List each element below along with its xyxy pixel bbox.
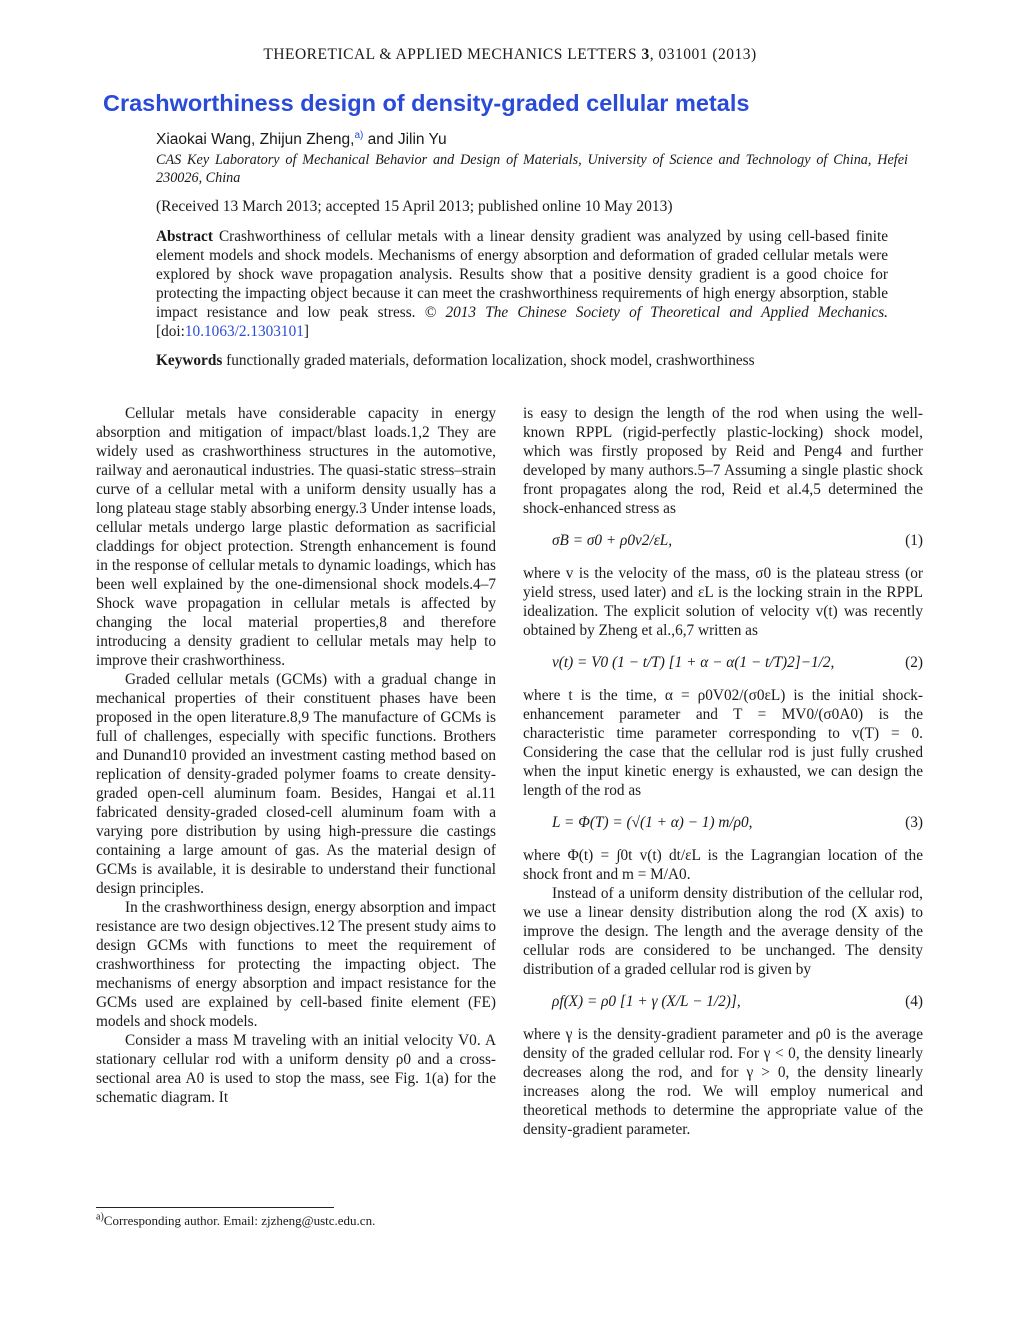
journal-volume: 3 (641, 46, 650, 63)
footnote-divider (96, 1207, 334, 1208)
equation-3-expression: L = Φ(T) = (√(1 + α) − 1) m/ρ0, (552, 814, 753, 831)
journal-name: THEORETICAL & APPLIED MECHANICS LETTERS (263, 46, 638, 63)
intro-paragraph-2: Graded cellular metals (GCMs) with a gradual change in mechanical properties of their constituent phases have been proposed in the open literature.8,9 The manufacture of GCMs is full of challenges, especially with specific functions. Brothers and Dunand10 provided an investment casting method based on replication of density-graded polymer foams to create density-graded open-cell aluminum foam. Besides, Hangai et al.11 fabricated density-graded closed-cell aluminum foam with a varying pore distribution by using high-pressure die castings containing a large amount of gas. As the material design of GCMs is available, it is desirable to understand their functional design principles. (96, 671, 496, 897)
footnote-text: Corresponding author. Email: zjzheng@ustc.edu.cn. (103, 1213, 376, 1228)
footnote-mark: a) (96, 1211, 104, 1223)
intro-paragraph-1: Cellular metals have considerable capacity in energy absorption and mitigation of impact/blast loads.1,2 They are widely used as crashworthiness structures in the automotive, railway and aeronautical industries. The quasi-static stress–strain curve of a cellular metal with a uniform density usually has a long plateau stage stably absorbing energy.3 Under intense loads, cellular metals undergo large plastic deformation as sacrificial claddings for object protection. Strength enhancement is found in the response of cellular metals to dynamic loadings, which has been well explained by the one-dimensional shock models.4–7 Shock wave propagation in cellular metals is affected by changing the local material properties,8 and therefore introducing a density gradient to cellular metals may help to improve their crashworthiness. (96, 405, 496, 669)
right-column (523, 404, 923, 1139)
author-list (156, 131, 447, 149)
body-paragraph-2: where v is the velocity of the mass, σ0 is the plateau stress (or yield stress, used later) and εL is the locking strain in the RPPL idealization. The explicit solution of velocity v(t) was recently obtained by Zheng et al.,6,7 written as (523, 565, 923, 639)
abstract (156, 227, 888, 341)
body-paragraph-4: where Φ(t) = ∫0t v(t) dt/εL is the Lagrangian location of the shock front and m = M/A0. (523, 847, 923, 883)
abstract-text: Crashworthiness of cellular metals with a linear density gradient was analyzed by using cell-based finite element models and shock models. Mechanisms of energy absorption and deformation of graded cellular metals were explored by shock wave propagation analysis. Results show that a positive density gradient is a good choice for protecting the impacting object because it can meet the crashworthiness requirements of high energy absorption, stable impact resistance and low peak stress. (156, 228, 888, 321)
abstract-label: Abstract (156, 228, 213, 245)
keywords-text: functionally graded materials, deformation localization, shock model, crashworthiness (222, 352, 755, 369)
corresponding-author-link[interactable]: a) (354, 129, 364, 141)
body-paragraph-6: where γ is the density-gradient parameter and ρ0 is the average density of the graded cellular rod. For γ < 0, the density linearly decreases along the rod, and for γ > 0, the density linearly increases along the rod. We will employ numerical and theoretical methods to determine the appropriate value of the density-gradient parameter. (523, 1026, 923, 1138)
author-names: Xiaokai Wang, Zhijun Zheng, (156, 131, 355, 148)
body-paragraph-5: Instead of a uniform density distribution of the cellular rod, we use a linear density distribution along the rod (X axis) to improve the design. The length and the average density of the cellular rods are considered to be unchanged. The density distribution of a graded cellular rod is given by (523, 885, 923, 978)
equation-4-number: (4) (905, 993, 923, 1010)
keywords (156, 352, 755, 370)
equation-2-number: (2) (905, 654, 923, 671)
equation-1-number: (1) (905, 532, 923, 549)
body-paragraph-1: is easy to design the length of the rod when using the well-known RPPL (rigid-perfectly plastic-locking) shock model, which was firstly proposed by Reid and Peng4 and further developed by many authors.5–7 Assuming a single plastic shock front propagates along the rod, Reid et al.4,5 determined the shock-enhanced stress as (523, 405, 923, 517)
equation-2 (523, 653, 923, 672)
paper-title: Crashworthiness design of density-graded cellular metals (103, 90, 750, 116)
running-head (0, 46, 1020, 64)
doi-suffix: ] (303, 323, 309, 340)
equation-3 (523, 813, 923, 832)
equation-4-expression: ρf(X) = ρ0 [1 + γ (X/L − 1/2)], (552, 993, 741, 1010)
equation-4 (523, 992, 923, 1011)
doi-prefix: [doi: (156, 323, 185, 340)
article-number: , 031001 (2013) (649, 46, 757, 63)
doi-link[interactable]: 10.1063/2.1303101 (184, 323, 304, 340)
footnote (96, 1213, 375, 1229)
equation-1 (523, 531, 923, 550)
intro-paragraph-4: Consider a mass M traveling with an initial velocity V0. A stationary cellular rod with a uniform density ρ0 and a cross-sectional area A0 is used to stop the mass, see Fig. 1(a) for the schematic diagram. It (96, 1032, 496, 1106)
equation-1-expression: σB = σ0 + ρ0v2/εL, (552, 532, 673, 549)
copyright-notice: © 2013 The Chinese Society of Theoretical and Applied Mechanics. (424, 304, 888, 321)
left-column (96, 404, 496, 1107)
body-paragraph-3: where t is the time, α = ρ0V02/(σ0εL) is the initial shock-enhancement parameter and T = MV0/(σ0A0) is the characteristic time parameter corresponding to v(T) = 0. Considering the case that the cellular rod is just fully crushed when the input kinetic energy is exhausted, we can design the length of the rod as (523, 687, 923, 799)
intro-paragraph-3: In the crashworthiness design, energy absorption and impact resistance are two design objectives.12 The present study aims to design GCMs with functions to meet the requirement of crashworthiness for protecting the impacting object. The mechanisms of energy absorption and impact resistance for the GCMs used are explained by cell-based finite element (FE) models and shock models. (96, 899, 496, 1030)
equation-2-expression: v(t) = V0 (1 − t/T) [1 + α − α(1 − t/T)2]−1/2, (552, 654, 835, 671)
author-names-rest: and Jilin Yu (363, 131, 447, 148)
received-dates: (Received 13 March 2013; accepted 15 April 2013; published online 10 May 2013) (156, 198, 673, 215)
equation-3-number: (3) (905, 814, 923, 831)
keywords-label: Keywords (156, 352, 223, 369)
affiliation: CAS Key Laboratory of Mechanical Behavior and Design of Materials, University of Science and Technology of China, Hefei 230026, China (156, 152, 908, 186)
